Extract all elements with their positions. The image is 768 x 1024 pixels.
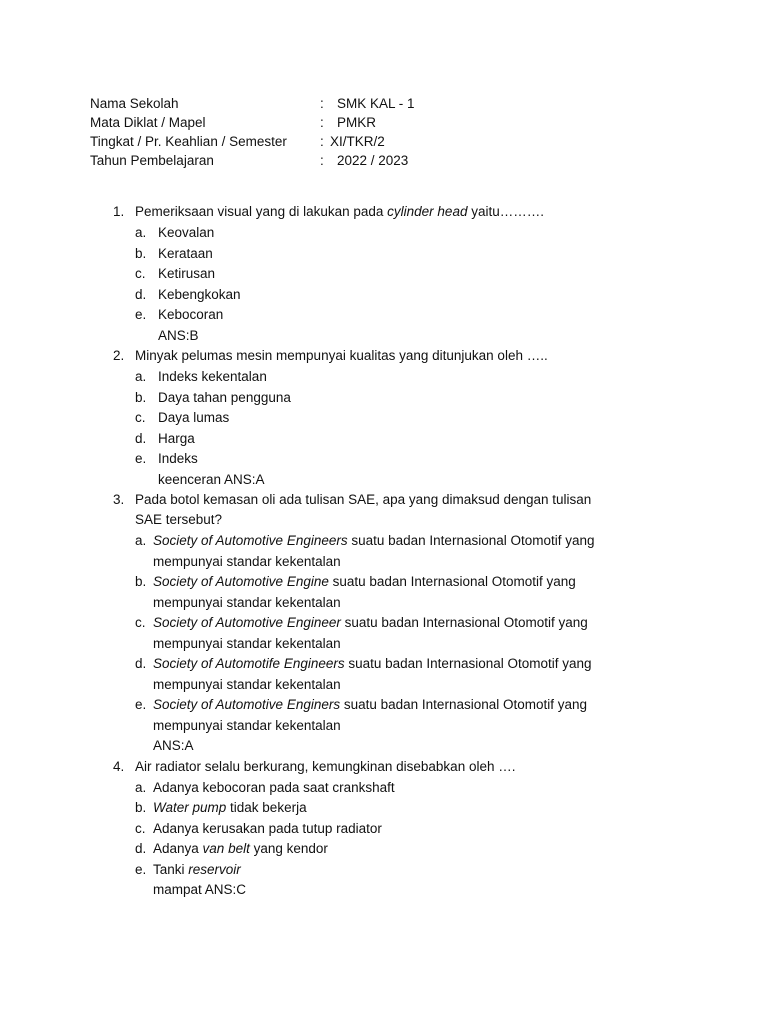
option-italic-text: Society of Automotife Engineers	[153, 656, 345, 671]
header-label: Nama Sekolah	[90, 96, 179, 111]
option-c: c. Adanya kerusakan pada tutup radiator	[135, 819, 613, 840]
option-text: suatu badan Internasional Otomotif yang mempunyai standar kekentalan	[153, 533, 595, 569]
option-italic-text: Society of Automotive Enginers	[153, 697, 341, 712]
question-text: Minyak pelumas mesin mempunyai kualitas yang ditunjukan oleh …..	[135, 348, 548, 363]
question-number: 2.	[113, 348, 125, 363]
option-c	[135, 613, 613, 654]
option-d	[135, 654, 613, 695]
option-letter: b.	[135, 245, 147, 261]
option-text: Keovalan	[158, 225, 215, 240]
option-d	[135, 285, 613, 306]
option-letter: a.	[135, 369, 147, 384]
header-label: Mata Diklat / Mapel	[90, 115, 206, 130]
header-colon: :	[320, 134, 324, 149]
header-value: SMK KAL - 1	[337, 96, 415, 111]
option-text: Daya tahan pengguna	[158, 389, 291, 405]
option-letter: d.	[135, 286, 147, 302]
option-text: Indeks	[158, 451, 198, 466]
question-number: 1.	[113, 204, 125, 219]
option-c	[135, 264, 613, 285]
option-b	[135, 572, 613, 613]
option-letter: a.	[135, 533, 147, 548]
option-a: a. Adanya kebocoran pada saat crankshaft	[135, 778, 613, 799]
option-b	[135, 244, 613, 265]
header-value: XI/TKR/2	[330, 134, 385, 149]
option-italic-text: Society of Automotive Engineers	[153, 533, 348, 548]
option-letter: d.	[135, 430, 147, 446]
option-letter: d.	[135, 841, 147, 856]
option-b	[135, 388, 613, 409]
option-e	[135, 695, 613, 736]
option-e	[135, 449, 613, 470]
option-text: suatu badan Internasional Otomotif yang mempunyai standar kekentalan	[153, 697, 588, 733]
option-letter: e.	[135, 861, 147, 877]
question-text: Pada botol kemasan oli ada tulisan SAE, apa yang dimaksud dengan tulisan SAE tersebut?	[135, 492, 592, 527]
option-text: Kebocoran	[158, 307, 224, 322]
option-letter: b.	[135, 574, 147, 589]
question-3	[113, 490, 613, 757]
header-colon: :	[320, 115, 324, 130]
question-2	[113, 346, 613, 490]
header-value: PMKR	[337, 115, 377, 130]
option-a	[135, 367, 613, 388]
question-list	[113, 202, 613, 901]
option-italic-text: Society of Automotive Engineer	[153, 615, 341, 630]
option-letter: b.	[135, 800, 147, 815]
question-text: Pemeriksaan visual yang di lakukan pada cylinder head yaitu……….	[135, 204, 544, 219]
option-letter: a.	[135, 225, 147, 240]
answer-key: mampat ANS:C	[153, 882, 247, 897]
option-text: Indeks kekentalan	[158, 369, 267, 384]
option-d	[135, 429, 613, 450]
option-b: b. Water pump tidak bekerja	[135, 798, 613, 819]
answer-key: ANS:B	[158, 327, 199, 343]
option-e	[135, 305, 613, 326]
option-e: e. Tanki reservoir	[135, 860, 613, 881]
option-text: Harga	[158, 430, 195, 446]
header-colon: :	[320, 153, 324, 168]
question-text: Air radiator selalu berkurang, kemungkinan disebabkan oleh ….	[135, 758, 516, 774]
question-number: 4.	[113, 758, 125, 774]
option-letter: e.	[135, 307, 147, 322]
option-a	[135, 223, 613, 244]
option-text: Kerataan	[158, 245, 213, 261]
answer-key: ANS:A	[153, 738, 194, 753]
question-number: 3.	[113, 492, 125, 507]
option-letter: e.	[135, 697, 147, 712]
option-italic-text: Society of Automotive Engine	[153, 574, 329, 589]
header-colon: :	[320, 96, 324, 111]
option-letter: c.	[135, 820, 146, 836]
option-text: suatu badan Internasional Otomotif yang mempunyai standar kekentalan	[153, 656, 592, 692]
option-letter: e.	[135, 451, 147, 466]
option-letter: a.	[135, 779, 147, 795]
option-text: suatu badan Internasional Otomotif yang mempunyai standar kekentalan	[153, 615, 588, 651]
question-4	[113, 757, 613, 901]
option-text: Daya lumas	[158, 410, 230, 425]
option-letter: c.	[135, 410, 146, 425]
option-a	[135, 531, 613, 572]
header-label: Tahun Pembelajaran	[90, 153, 214, 168]
header-label: Tingkat / Pr. Keahlian / Semester	[90, 134, 287, 149]
option-text: Ketirusan	[158, 266, 216, 281]
option-letter: c.	[135, 615, 146, 630]
answer-key: keenceran ANS:A	[158, 471, 265, 487]
option-text: Kebengkokan	[158, 286, 241, 302]
option-letter: d.	[135, 656, 147, 671]
option-text: suatu badan Internasional Otomotif yang mempunyai standar kekentalan	[153, 574, 576, 610]
header-value: 2022 / 2023	[337, 153, 409, 168]
option-letter: b.	[135, 389, 147, 405]
option-c	[135, 408, 613, 429]
option-d: d. Adanya van belt yang kendor	[135, 839, 613, 860]
option-letter: c.	[135, 266, 146, 281]
question-1	[113, 202, 613, 346]
